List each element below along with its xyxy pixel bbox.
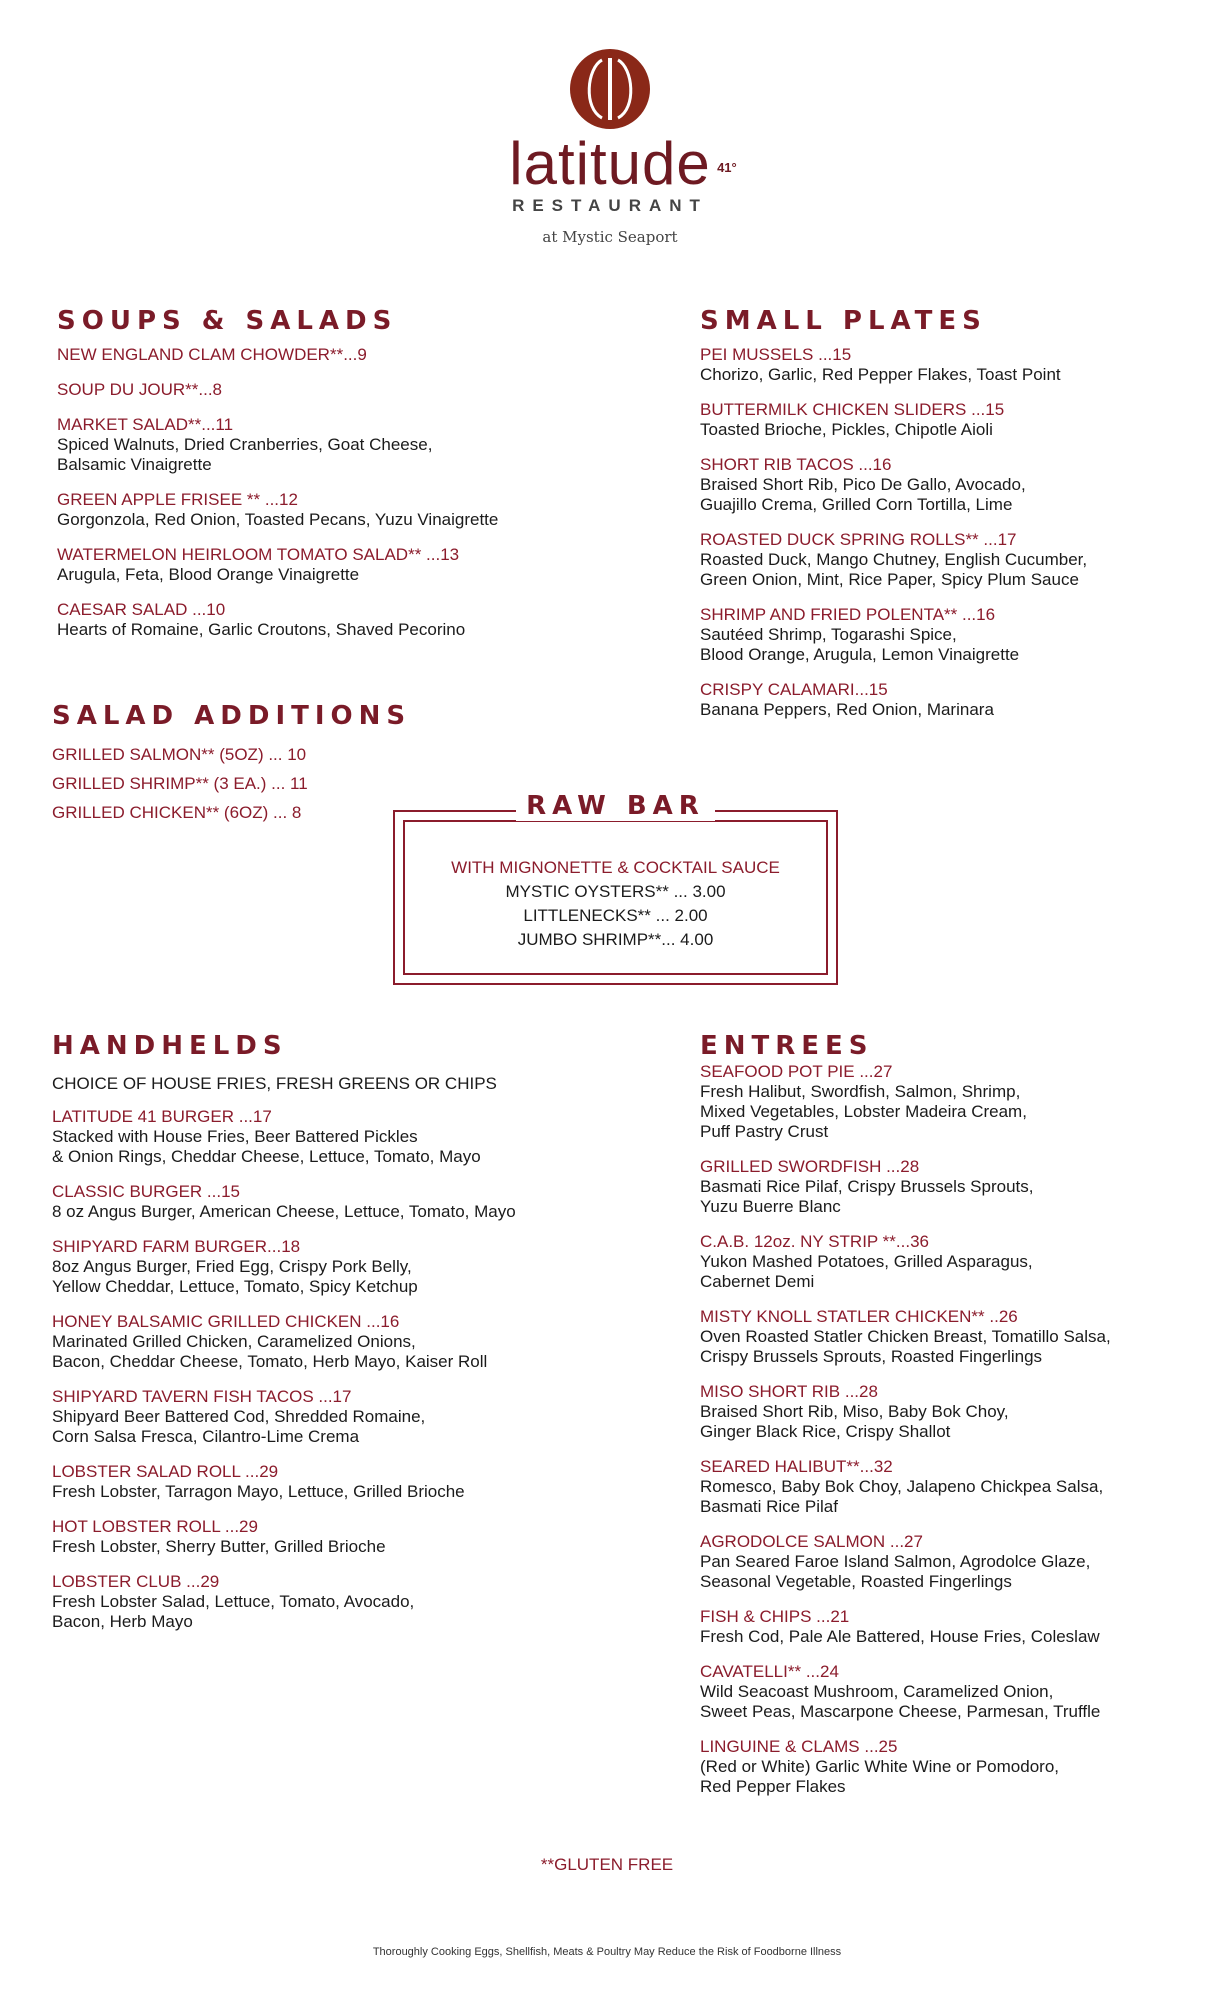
menu-item-description: Braised Short Rib, Pico De Gallo, Avocado, (700, 475, 1026, 494)
menu-item-description: Yuzu Buerre Blanc (700, 1197, 841, 1216)
menu-item-description: Green Onion, Mint, Rice Paper, Spicy Plum Sauce (700, 570, 1079, 589)
menu-item-name: MARKET SALAD**...11 (57, 415, 234, 434)
menu-item-description: Stacked with House Fries, Beer Battered Pickles (52, 1127, 418, 1146)
menu-item (700, 1532, 1214, 1592)
menu-item-description: Gorgonzola, Red Onion, Toasted Pecans, Yuzu Vinaigrette (57, 510, 499, 529)
menu-item-description: Bacon, Cheddar Cheese, Tomato, Herb Mayo, Kaiser Roll (52, 1352, 488, 1371)
menu-item (57, 380, 597, 400)
menu-item-name: BUTTERMILK CHICKEN SLIDERS ...15 (700, 400, 1005, 419)
menu-item-name: C.A.B. 12oz. NY STRIP **...36 (700, 1232, 929, 1251)
menu-item-description: Oven Roasted Statler Chicken Breast, Tomatillo Salsa, (700, 1327, 1111, 1346)
section-title: SMALL PLATES (700, 306, 987, 336)
menu-item-description: Cabernet Demi (700, 1272, 815, 1291)
menu-item-name: MISO SHORT RIB ...28 (700, 1382, 878, 1401)
menu-item-name: SHRIMP AND FRIED POLENTA** ...16 (700, 605, 996, 624)
menu-item-description: Roasted Duck, Mango Chutney, English Cucumber, (700, 550, 1088, 569)
section-title: SOUPS & SALADS (57, 306, 398, 336)
handhelds-note: CHOICE OF HOUSE FRIES, FRESH GREENS OR CHIPS (52, 1074, 497, 1093)
menu-item (700, 1307, 1214, 1367)
menu-item-name: CLASSIC BURGER ...15 (52, 1182, 241, 1201)
menu-item (700, 1737, 1214, 1797)
menu-item-description: Bacon, Herb Mayo (52, 1612, 193, 1631)
menu-list (700, 345, 1214, 720)
menu-item-description: Wild Seacoast Mushroom, Caramelized Onion, (700, 1682, 1054, 1701)
menu-item-name: AGRODOLCE SALMON ...27 (700, 1532, 923, 1551)
section-title: HANDHELDS (52, 1031, 288, 1061)
menu-item-name: ROASTED DUCK SPRING ROLLS** ...17 (700, 530, 1017, 549)
menu-item-description: & Onion Rings, Cheddar Cheese, Lettuce, Tomato, Mayo (52, 1147, 481, 1166)
restaurant-logo (440, 48, 780, 248)
menu-item (700, 400, 1214, 440)
logo-emblem-icon (569, 48, 651, 130)
menu-item-name: SHIPYARD TAVERN FISH TACOS ...17 (52, 1387, 352, 1406)
menu-list (700, 1062, 1214, 1797)
raw-bar-item: MYSTIC OYSTERS** ... 3.00 (505, 882, 726, 901)
menu-item-name: GREEN APPLE FRISEE ** ...12 (57, 490, 298, 509)
menu-item-description: Shipyard Beer Battered Cod, Shredded Romaine, (52, 1407, 426, 1426)
menu-item-description: Romesco, Baby Bok Choy, Jalapeno Chickpea Salsa, (700, 1477, 1104, 1496)
menu-item-name: LOBSTER CLUB ...29 (52, 1572, 220, 1591)
logo-subtitle: RESTAURANT (512, 196, 708, 215)
menu-item-description: Fresh Cod, Pale Ale Battered, House Fries, Coleslaw (700, 1627, 1100, 1646)
menu-item-name: PEI MUSSELS ...15 (700, 345, 852, 364)
menu-item-name: SEARED HALIBUT**...32 (700, 1457, 893, 1476)
menu-item (52, 1182, 592, 1222)
menu-list (57, 345, 597, 640)
menu-item (700, 455, 1214, 515)
menu-item-name: MISTY KNOLL STATLER CHICKEN** ..26 (700, 1307, 1018, 1326)
menu-item (700, 345, 1214, 385)
handhelds-section (52, 1030, 592, 1647)
menu-item-description: (Red or White) Garlic White Wine or Pomodoro, (700, 1757, 1059, 1776)
menu-item-name: SHIPYARD FARM BURGER...18 (52, 1237, 301, 1256)
raw-bar-subtitle: WITH MIGNONETTE & COCKTAIL SAUCE (451, 858, 780, 877)
menu-item (52, 1237, 592, 1297)
menu-item-description: Mixed Vegetables, Lobster Madeira Cream, (700, 1102, 1027, 1121)
raw-bar-title: RAW BAR (395, 790, 836, 822)
menu-item-description: Chorizo, Garlic, Red Pepper Flakes, Toast Point (700, 365, 1061, 384)
menu-item-name: SHORT RIB TACOS ...16 (700, 455, 892, 474)
menu-item-description: Fresh Lobster, Tarragon Mayo, Lettuce, Grilled Brioche (52, 1482, 465, 1501)
menu-item-description: Basmati Rice Pilaf (700, 1497, 838, 1516)
menu-item-name: CAESAR SALAD ...10 (57, 600, 226, 619)
footer-disclaimer: Thoroughly Cooking Eggs, Shellfish, Meats & Poultry May Reduce the Risk of Foodborne Illness (372, 1946, 842, 1958)
menu-item-description: Arugula, Feta, Blood Orange Vinaigrette (57, 565, 360, 584)
raw-bar-box (393, 791, 838, 985)
section-title: ENTREES (700, 1031, 874, 1061)
menu-item-description: Guajillo Crema, Grilled Corn Tortilla, Lime (700, 495, 1013, 514)
menu-item (700, 530, 1214, 590)
entrees-section (700, 1030, 1214, 1812)
menu-item (700, 1062, 1214, 1142)
logo-wordmark: latitude 41° (509, 130, 737, 197)
menu-item-description: Banana Peppers, Red Onion, Marinara (700, 700, 994, 719)
salad-addition-item: GRILLED SHRIMP** (3 EA.) ... 11 (52, 774, 308, 793)
menu-item-name: GRILLED SWORDFISH ...28 (700, 1157, 920, 1176)
menu-item-description: Pan Seared Faroe Island Salmon, Agrodolce Glaze, (700, 1552, 1091, 1571)
menu-item-description: Corn Salsa Fresca, Cilantro-Lime Crema (52, 1427, 360, 1446)
menu-item (52, 1517, 592, 1557)
menu-item-name: LATITUDE 41 BURGER ...17 (52, 1107, 272, 1126)
menu-item (700, 1457, 1214, 1517)
small-plates-section (700, 305, 1214, 735)
menu-item-name: CAVATELLI** ...24 (700, 1662, 839, 1681)
menu-item-description: Seasonal Vegetable, Roasted Fingerlings (700, 1572, 1012, 1591)
menu-item (700, 1382, 1214, 1442)
menu-item-description: 8oz Angus Burger, Fried Egg, Crispy Pork Belly, (52, 1257, 412, 1276)
soups-salads-section (57, 305, 597, 655)
menu-item-name: LOBSTER SALAD ROLL ...29 (52, 1462, 279, 1481)
menu-item-description: Blood Orange, Arugula, Lemon Vinaigrette (700, 645, 1020, 664)
menu-item-description: Crispy Brussels Sprouts, Roasted Fingerlings (700, 1347, 1043, 1366)
menu-item (52, 1107, 592, 1167)
logo-tagline: at Mystic Seaport (542, 228, 678, 246)
menu-item (700, 1157, 1214, 1217)
menu-item (52, 1572, 592, 1632)
menu-item-description: Yukon Mashed Potatoes, Grilled Asparagus, (700, 1252, 1033, 1271)
menu-item (700, 1232, 1214, 1292)
menu-item (700, 680, 1214, 720)
menu-item-description: Puff Pastry Crust (700, 1122, 829, 1141)
menu-item-description: Red Pepper Flakes (700, 1777, 846, 1796)
menu-item-description: Basmati Rice Pilaf, Crispy Brussels Sprouts, (700, 1177, 1034, 1196)
menu-item-description: Fresh Lobster Salad, Lettuce, Tomato, Avocado, (52, 1592, 415, 1611)
menu-item (57, 415, 597, 475)
menu-item-name: SOUP DU JOUR**...8 (57, 380, 223, 399)
menu-item (52, 1387, 592, 1447)
menu-item-description: Hearts of Romaine, Garlic Croutons, Shaved Pecorino (57, 620, 466, 639)
menu-item-name: LINGUINE & CLAMS ...25 (700, 1737, 898, 1756)
menu-item (700, 1662, 1214, 1722)
menu-item-description: Ginger Black Rice, Crispy Shallot (700, 1422, 951, 1441)
menu-item-name: CRISPY CALAMARI...15 (700, 680, 888, 699)
menu-item-description: Balsamic Vinaigrette (57, 455, 212, 474)
menu-item (700, 1607, 1214, 1647)
raw-bar-item: JUMBO SHRIMP**... 4.00 (517, 930, 714, 949)
menu-item-name: WATERMELON HEIRLOOM TOMATO SALAD** ...13 (57, 545, 460, 564)
salad-addition-item: GRILLED CHICKEN** (6OZ) ... 8 (52, 803, 302, 822)
gluten-free-note: **GLUTEN FREE (540, 1855, 674, 1874)
menu-item (52, 1312, 592, 1372)
menu-item-name: HONEY BALSAMIC GRILLED CHICKEN ...16 (52, 1312, 400, 1331)
menu-item-name: HOT LOBSTER ROLL ...29 (52, 1517, 258, 1536)
menu-item-description: Braised Short Rib, Miso, Baby Bok Choy, (700, 1402, 1009, 1421)
menu-item (700, 605, 1214, 665)
raw-bar-list (395, 856, 836, 952)
menu-item (57, 545, 597, 585)
salad-addition-item: GRILLED SALMON** (5OZ) ... 10 (52, 745, 307, 764)
menu-item-description: Toasted Brioche, Pickles, Chipotle Aioli (700, 420, 993, 439)
menu-item-description: Sautéed Shrimp, Togarashi Spice, (700, 625, 957, 644)
menu-item-name: SEAFOOD POT PIE ...27 (700, 1062, 893, 1081)
menu-item (57, 600, 597, 640)
menu-item-description: 8 oz Angus Burger, American Cheese, Lettuce, Tomato, Mayo (52, 1202, 516, 1221)
menu-item-name: FISH & CHIPS ...21 (700, 1607, 850, 1626)
menu-item (52, 1462, 592, 1502)
menu-list (52, 1107, 592, 1632)
menu-item-description: Sweet Peas, Mascarpone Cheese, Parmesan, Truffle (700, 1702, 1101, 1721)
raw-bar-item: LITTLENECKS** ... 2.00 (523, 906, 708, 925)
menu-item-description: Fresh Lobster, Sherry Butter, Grilled Brioche (52, 1537, 386, 1556)
menu-item (57, 345, 597, 365)
section-title: SALAD ADDITIONS (52, 701, 412, 731)
menu-item-description: Fresh Halibut, Swordfish, Salmon, Shrimp, (700, 1082, 1021, 1101)
menu-item-description: Marinated Grilled Chicken, Caramelized Onions, (52, 1332, 416, 1351)
menu-item-description: Spiced Walnuts, Dried Cranberries, Goat Cheese, (57, 435, 433, 454)
menu-item-name: NEW ENGLAND CLAM CHOWDER**...9 (57, 345, 367, 364)
menu-item (57, 490, 597, 530)
menu-item-description: Yellow Cheddar, Lettuce, Tomato, Spicy Ketchup (52, 1277, 418, 1296)
